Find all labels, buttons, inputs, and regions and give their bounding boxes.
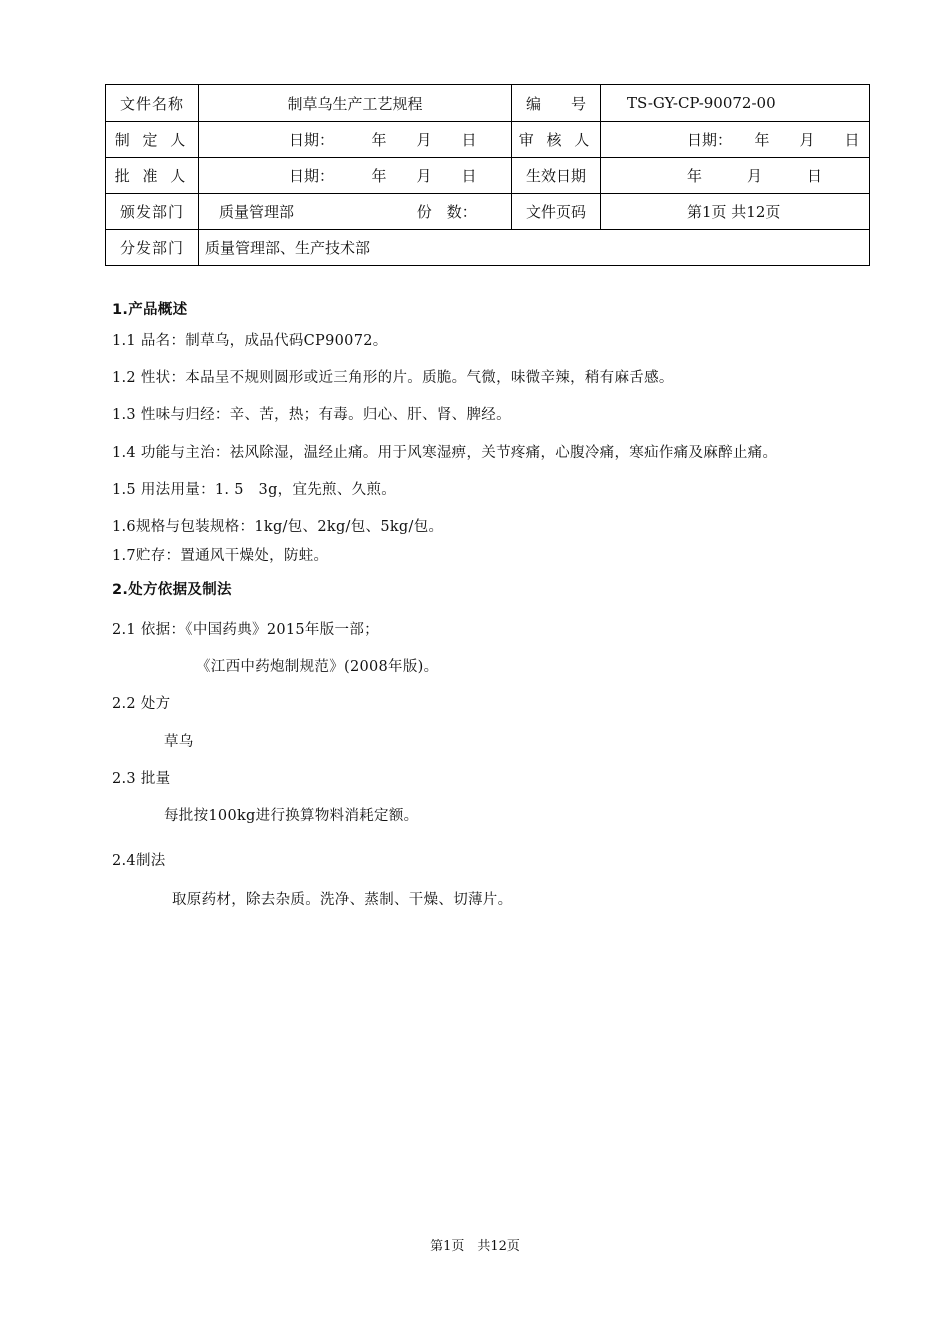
paragraph-basis-jiangxi: 《江西中药炮制规范》(2008年版)。: [196, 659, 439, 675]
distribute-dept-label: 分发部门: [106, 230, 199, 266]
paragraph-storage: 1.7贮存：置通风干燥处，防蛀。: [112, 548, 329, 564]
drafter-date: 日期： 年 月 日: [199, 122, 512, 158]
paragraph-method-heading: 2.4制法: [112, 853, 166, 869]
distribute-dept-value: 质量管理部、生产技术部: [199, 230, 870, 266]
page-value: 第1页 共12页: [601, 194, 870, 230]
effective-date-label: 生效日期: [512, 158, 601, 194]
paragraph-batch-detail: 每批按100kg进行换算物料消耗定额。: [164, 808, 419, 824]
issue-dept-label: 颁发部门: [106, 194, 199, 230]
issue-dept-value: 质量管理部: [219, 203, 295, 221]
reviewer-date: 日期： 年 月 日: [601, 122, 870, 158]
approver-label: 批 准 人: [106, 158, 199, 194]
file-name-value: 制草乌生产工艺规程: [199, 85, 512, 122]
effective-date-value: 年 月 日: [601, 158, 870, 194]
issue-dept-cell: [199, 194, 512, 230]
paragraph-usage-dosage: 1.5 用法用量：1. 5 3g，宜先煎、久煎。: [112, 482, 397, 498]
file-name-label: 文件名称: [106, 85, 199, 122]
drafter-label: 制 定 人: [106, 122, 199, 158]
page-footer: 第1页 共12页: [430, 1239, 520, 1254]
paragraph-nature-meridian: 1.3 性味与归经：辛、苦，热；有毒。归心、肝、肾、脾经。: [112, 407, 511, 423]
section-heading-product-overview: 1.产品概述: [112, 302, 188, 318]
code-label: 编 号: [512, 85, 601, 122]
page-label: 文件页码: [512, 194, 601, 230]
paragraph-method-detail: 取原药材，除去杂质。洗净、蒸制、干燥、切薄片。: [172, 892, 513, 908]
paragraph-properties: 1.2 性状：本品呈不规则圆形或近三角形的片。质脆。气微，味微辛辣，稍有麻舌感。: [112, 370, 674, 386]
paragraph-basis: 2.1 依据：《中国药典》2015年版一部；: [112, 622, 379, 638]
paragraph-product-name: 1.1 品名：制草乌，成品代码CP90072。: [112, 333, 388, 349]
approver-date: 日期： 年 月 日: [199, 158, 512, 194]
paragraph-batch-heading: 2.3 批量: [112, 771, 171, 787]
paragraph-prescription-item: 草乌: [164, 734, 194, 750]
paragraph-prescription-heading: 2.2 处方: [112, 696, 171, 712]
document-header-table: [105, 84, 870, 266]
code-value: TS-GY-CP-90072-00: [601, 85, 870, 122]
section-heading-prescription: 2.处方依据及制法: [112, 582, 232, 598]
paragraph-function-indication: 1.4 功能与主治：祛风除湿，温经止痛。用于风寒湿痹，关节疼痛，心腹冷痛，寒疝作痛及麻醉止痛。: [112, 445, 778, 461]
reviewer-label: 审 核 人: [512, 122, 601, 158]
paragraph-packaging: 1.6规格与包装规格：1kg/包、2kg/包、5kg/包。: [112, 519, 444, 535]
copies-label: 份 数：: [416, 203, 477, 221]
